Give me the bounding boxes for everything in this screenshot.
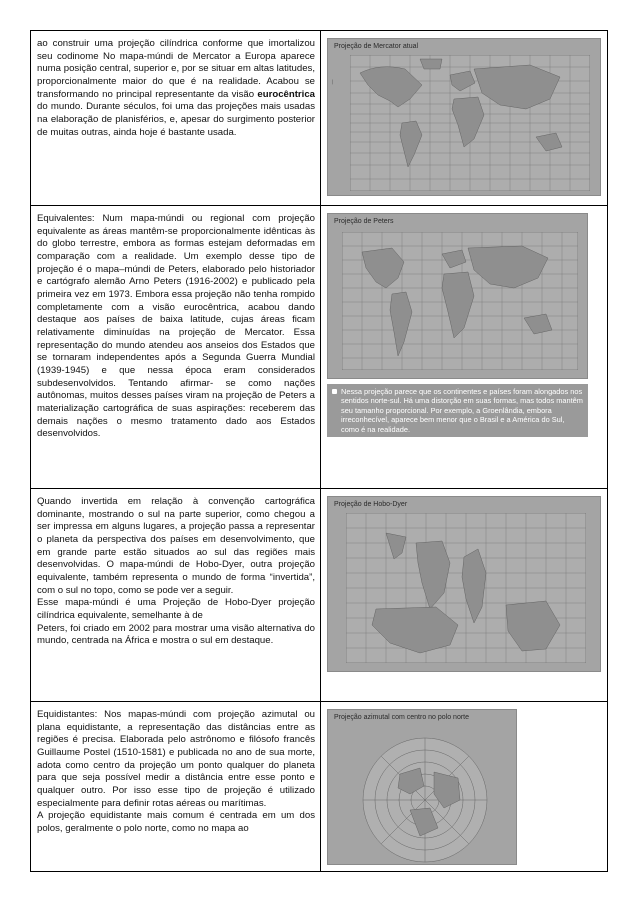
map-title: Projeção de Hobo-Dyer bbox=[334, 501, 408, 508]
map-title: Projeção de Peters bbox=[334, 218, 394, 225]
azimutal-paragraph-2: A projeção equidistante mais comum é centrada em um dos polos, geralmente o polo norte, como no mapa ao bbox=[37, 810, 315, 834]
mercator-paragraph: ao construir uma projeção cilíndrica conforme que imortalizou seu codinome No mapa-múndi de Mercator a Europa aparece numa posição central, superior e, por se situar em altas latitudes, proporcionalmente maior do que é na realidade. Acabou se transformando no principal representante da visão eurocêntrica do mundo. Durante séculos, foi uma das projeções mais usadas na elaboração de planisférios, e, apesar do surgimento posterior de muitas outras, ainda hoje é bastante usada. bbox=[37, 38, 315, 138]
hobo-dyer-grid bbox=[346, 513, 586, 663]
hobo-dyer-map bbox=[327, 496, 601, 672]
image-cell-mercator bbox=[321, 31, 607, 205]
bold-eurocentrica: eurocêntrica bbox=[257, 88, 315, 100]
azimutal-paragraph-1: Equidistantes: Nos mapas-múndi com projeção azimutal ou plana equidistante, a representação das distâncias entre as regiões é precisa. Elaborada pelo astrônomo e filósofo francês Guillaume Postel (1510-1581) e publicada no ano de sua morte, adota como centro da projeção um ponto qualquer do planeta para que seja possível medir a distância entre esse ponto e qualquer outro. Por isso esse tipo de projeção é utilizado especialmente para definir rotas aéreas ou marítimas. bbox=[37, 709, 315, 809]
azimutal-grid bbox=[340, 724, 510, 864]
map-title: Projeção azimutal com centro no polo norte bbox=[334, 714, 470, 721]
row-hobo-dyer bbox=[31, 488, 607, 701]
row-peters bbox=[31, 205, 607, 488]
hobo-paragraph-2: Esse mapa-múndi é uma Projeção de Hobo-Dyer projeção cilíndrica equivalente, semelhante à de bbox=[37, 597, 315, 621]
row-azimutal bbox=[31, 701, 607, 871]
peters-map bbox=[327, 213, 588, 379]
text-cell-azimutal bbox=[31, 702, 321, 871]
azimutal-map bbox=[327, 709, 517, 865]
peters-grid bbox=[342, 232, 578, 370]
mercator-map bbox=[327, 38, 601, 196]
map-side-note: │ bbox=[331, 79, 334, 84]
map-title: Projeção de Mercator atual bbox=[334, 43, 419, 50]
peters-caption: Nessa projeção parece que os continentes e países foram alongados nos sentidos norte-sul. Há uma distorção em suas formas, mas todos mantêm seu tamanho proporcional. Por exemplo, a Groenlândia, embora irreconhecível, aparece bem menor que o Brasil e a América do Sul, como é na realidade. bbox=[327, 384, 588, 437]
image-cell-hobo-dyer bbox=[321, 489, 607, 701]
image-cell-peters bbox=[321, 206, 607, 488]
text-cell-peters bbox=[31, 206, 321, 488]
hobo-paragraph-3: Peters, foi criado em 2002 para mostrar uma visão alternativa do mundo, centrada na África e mostra o sul em destaque. bbox=[37, 622, 315, 647]
mercator-grid bbox=[350, 55, 590, 191]
text-cell-hobo-dyer bbox=[31, 489, 321, 701]
hobo-paragraph-1: Quando invertida em relação à convenção cartográfica dominante, mostrando o sul na parte superior, como chegou a ser impressa em alguns lugares, a projeção passa a representar o planeta da perspectiva dos países em desenvolvimento, que em grande parte estão situados ao sul das regiões mais desenvolvidas. O mapa-múndi de Hobo-Dyer, outra projeção equivalente, também representa o mundo de forma “invertida”, com o sul no topo, como se pode ver a seguir. bbox=[37, 496, 315, 596]
image-cell-azimutal bbox=[321, 702, 607, 871]
text-cell-mercator bbox=[31, 31, 321, 205]
peters-paragraph: Equivalentes: Num mapa-múndi ou regional com projeção equivalente as áreas mantêm-se proporcionalmente idênticas às do globo terrestre, embora as formas estejam deformadas em comparação com a realidade. Um exemplo desse tipo de projeção é o mapa–múndi de Peters, elaborado pelo historiador e cartógrafo alemão Arno Peters (1916-2002) e publicado pela primeira vez em 1973. Embora essa projeção não tenha rompido completamente com a visão eurocêntrica, acabou dando destaque aos países de baixa latitude, cujas áreas ficam relativamente diminuídas na projeção de Mercator. Essa representação do mundo atendeu aos anseios dos Estados que se tornaram independentes após a Segunda Guerra Mundial (1939-1945) e que nessa época eram considerados subdesenvolvidos. Tentando afirmar- se como nações autônomas, muitos desses países viram na projeção de Peters a materialização cartográfica de suas aspirações: receberem das demais nações o mesmo tratamento dado aos Estados desenvolvidos. bbox=[37, 213, 315, 440]
row-mercator bbox=[31, 31, 607, 205]
content-table bbox=[30, 30, 608, 872]
